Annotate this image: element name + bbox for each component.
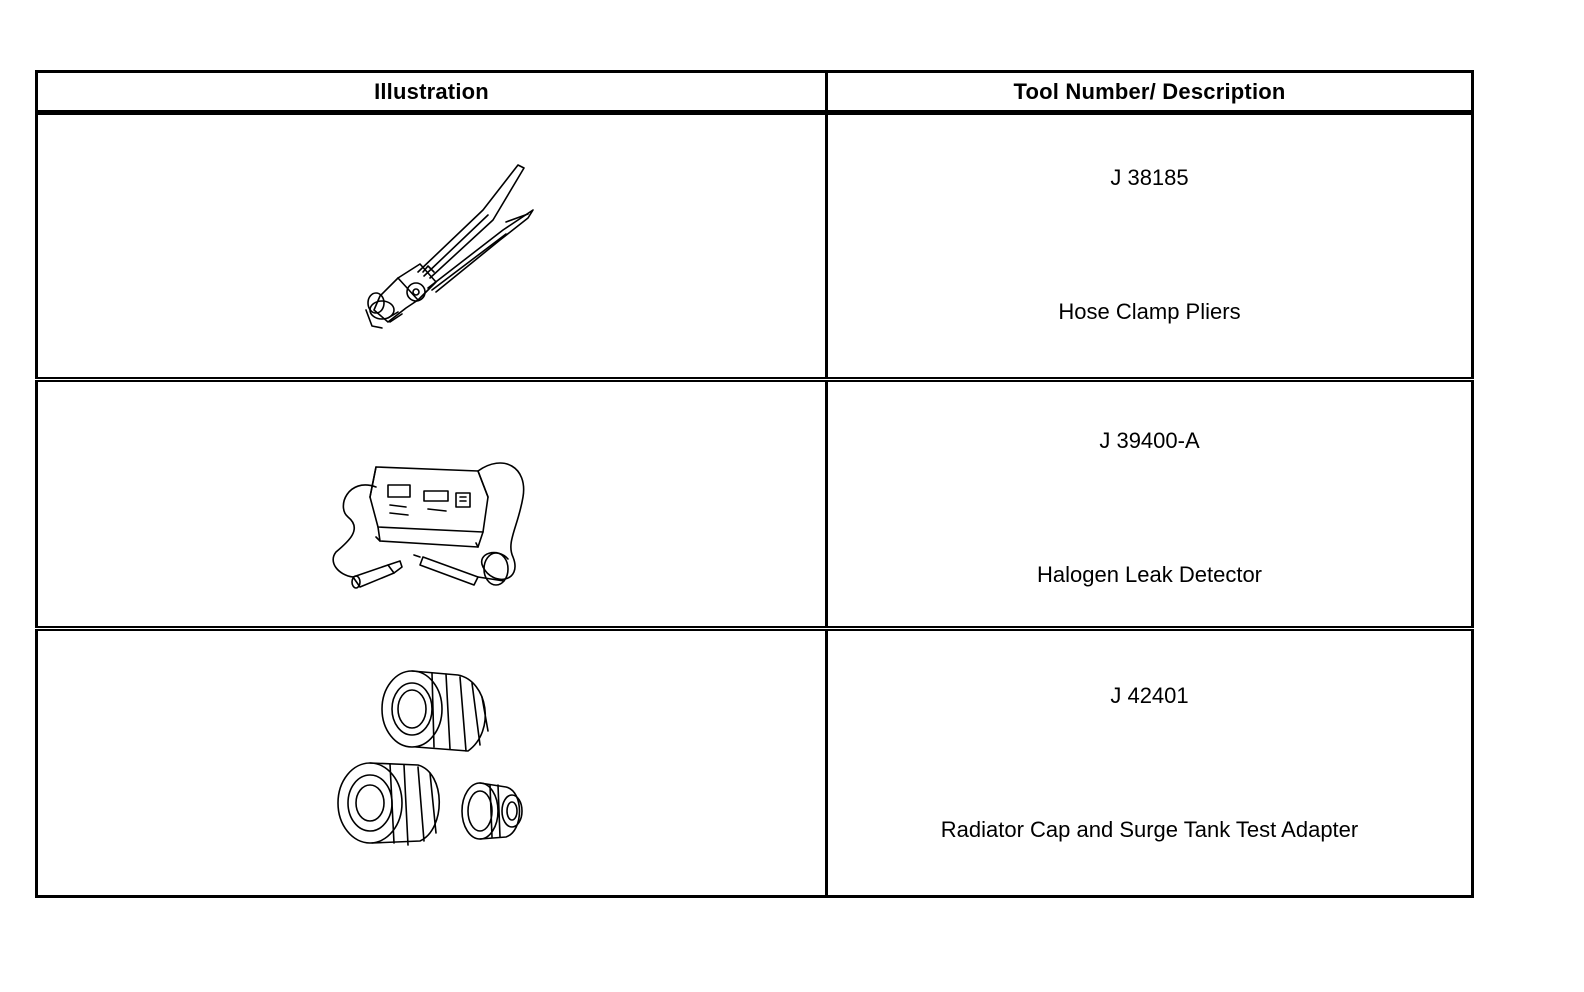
illustration-cell: [37, 113, 827, 380]
special-tools-table: [35, 70, 1474, 898]
table-row: [37, 629, 1473, 897]
header-illustration: Illustration: [37, 72, 827, 113]
description-cell: [827, 380, 1473, 629]
illustration-cell: [37, 629, 827, 897]
illustration-cell: [37, 380, 827, 629]
description-cell: [827, 629, 1473, 897]
radiator-cap-adapter-icon: [328, 661, 538, 871]
tool-description: Halogen Leak Detector: [1036, 562, 1263, 587]
table-row: [37, 113, 1473, 380]
header-tool-number-description: Tool Number/ Description: [827, 72, 1473, 113]
hose-clamp-pliers-icon: [328, 160, 538, 335]
tool-description: Hose Clamp Pliers: [1058, 299, 1241, 324]
halogen-leak-detector-icon: [328, 457, 538, 592]
table-header-row: [37, 72, 1473, 113]
tool-description: Radiator Cap and Surge Tank Test Adapter: [940, 817, 1359, 842]
table-row: [37, 380, 1473, 629]
tool-number: J 38185: [1110, 165, 1189, 190]
description-cell: [827, 113, 1473, 380]
tool-number: J 42401: [1110, 683, 1189, 708]
tool-number: J 39400-A: [1099, 428, 1200, 453]
